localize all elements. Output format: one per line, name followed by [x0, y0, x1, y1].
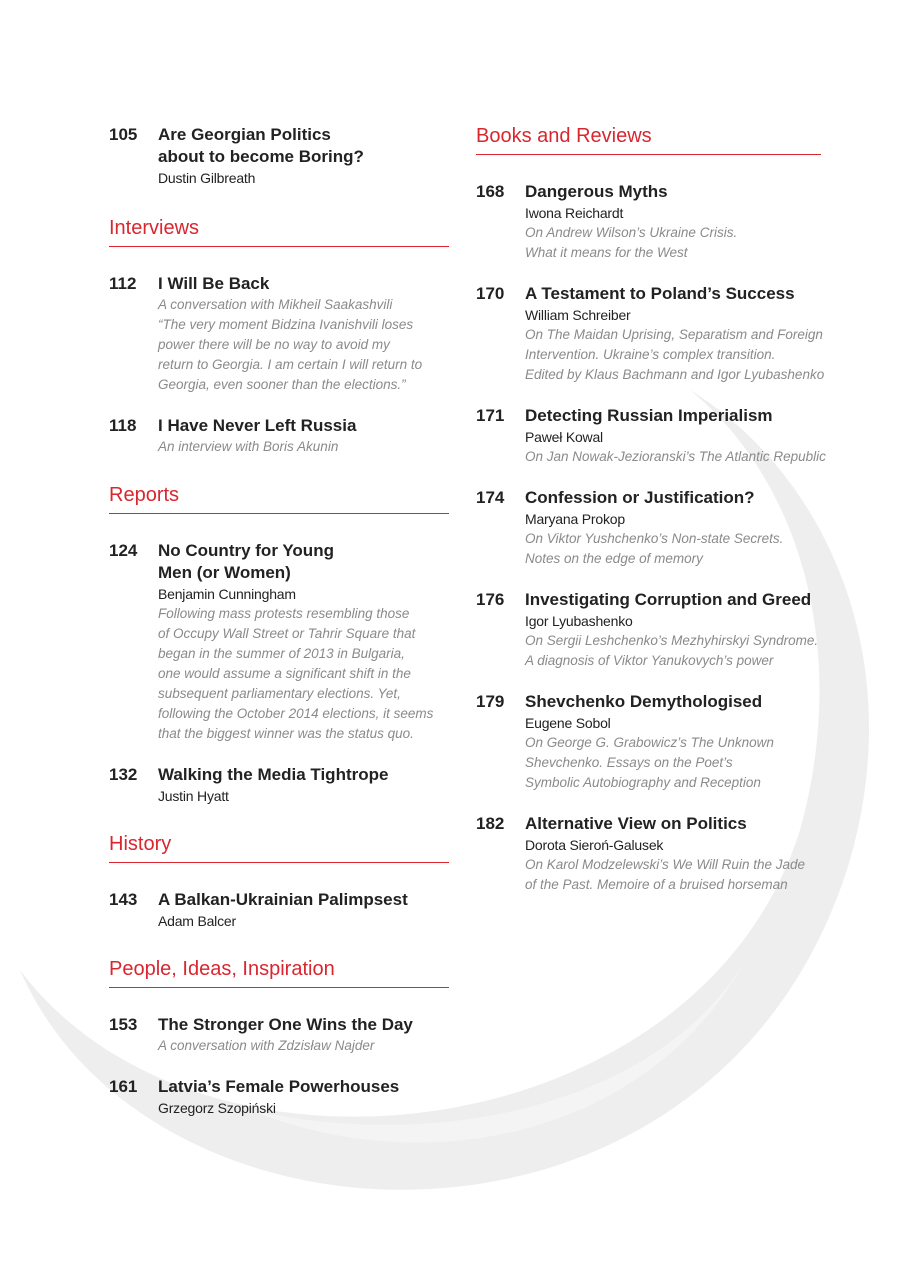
- article-title: Investigating Corruption and Greed: [525, 590, 812, 609]
- section-heading: Reports: [109, 483, 449, 514]
- page-number: 174: [476, 488, 505, 507]
- article-title: Detecting Russian Imperialism: [525, 406, 773, 425]
- article-description: On Karol Modzelewski’s We Will Ruin the Jade of the Past. Memoire of a bruised horseman: [525, 857, 805, 892]
- page-number: 132: [109, 765, 138, 784]
- page-number: 161: [109, 1077, 138, 1096]
- page-number: 182: [476, 814, 505, 833]
- title-line: about to become Boring?: [158, 147, 364, 166]
- toc-entry[interactable]: [476, 405, 826, 467]
- author: William Schreiber: [525, 307, 631, 323]
- section-history: [109, 832, 449, 931]
- page-number: 153: [109, 1015, 138, 1034]
- article-description: A conversation with Mikheil Saakashvili “The very moment Bidzina Ivanishvili loses power there will be no way to avoid my return to Georgia. I am certain I will return to Georgia, even sooner than the elections.”: [158, 297, 423, 392]
- section-heading: People, Ideas, Inspiration: [109, 957, 449, 988]
- article-title: A Testament to Poland’s Success: [525, 284, 795, 303]
- toc-entry[interactable]: [109, 1076, 449, 1118]
- toc-entry[interactable]: [476, 283, 825, 385]
- author: Adam Balcer: [158, 913, 236, 929]
- toc-entry[interactable]: [476, 813, 821, 895]
- toc-entry[interactable]: [109, 415, 449, 457]
- author: Justin Hyatt: [158, 788, 229, 804]
- author: Benjamin Cunningham: [158, 586, 296, 602]
- author: Grzegorz Szopiński: [158, 1100, 276, 1116]
- left-column: [109, 124, 449, 1138]
- toc-entry[interactable]: [476, 487, 821, 569]
- toc-entry[interactable]: [109, 1014, 449, 1056]
- section-interviews: [109, 216, 449, 457]
- article-title: [158, 124, 449, 168]
- article-description: On George G. Grabowicz’s The Unknown Shevchenko. Essays on the Poet’s Symbolic Autobiography and Reception: [525, 735, 774, 790]
- page-number: 171: [476, 406, 505, 425]
- article-title: The Stronger One Wins the Day: [158, 1015, 413, 1034]
- article-title: Alternative View on Politics: [525, 814, 747, 833]
- article-title: Shevchenko Demythologised: [525, 692, 763, 711]
- toc-entry[interactable]: [109, 889, 449, 931]
- article-title: Confession or Justification?: [525, 488, 755, 507]
- section-heading: Books and Reviews: [476, 124, 821, 155]
- author: Dorota Sieroń-Galusek: [525, 837, 664, 853]
- toc-entry[interactable]: [109, 124, 449, 188]
- toc-entry[interactable]: [476, 691, 821, 793]
- author: Iwona Reichardt: [525, 205, 624, 221]
- page-number: 124: [109, 541, 138, 560]
- section-heading: Interviews: [109, 216, 449, 247]
- toc-entry[interactable]: [476, 181, 821, 263]
- toc-entry[interactable]: [109, 540, 449, 744]
- right-column: [476, 124, 826, 915]
- article-description: On Andrew Wilson’s Ukraine Crisis. What it means for the West: [525, 225, 738, 260]
- article-description: On Sergii Leshchenko’s Mezhyhirskyi Syndrome. A diagnosis of Viktor Yanukovych’s power: [525, 633, 819, 668]
- author: Eugene Sobol: [525, 715, 611, 731]
- article-description: On Viktor Yushchenko’s Non-state Secrets. Notes on the edge of memory: [525, 531, 784, 566]
- page-number: 105: [109, 125, 138, 144]
- page-number: 143: [109, 890, 138, 909]
- author: Paweł Kowal: [525, 429, 603, 445]
- article-title: I Will Be Back: [158, 274, 270, 293]
- page-number: 112: [109, 274, 137, 293]
- article-title: Dangerous Myths: [525, 182, 668, 201]
- page-number: 179: [476, 692, 505, 711]
- section-people-ideas-inspiration: [109, 957, 449, 1118]
- article-title: Walking the Media Tightrope: [158, 765, 389, 784]
- page-number: 118: [109, 416, 137, 435]
- title-line: Are Georgian Politics: [158, 125, 331, 144]
- toc-entry[interactable]: [476, 589, 821, 671]
- author: Igor Lyubashenko: [525, 613, 633, 629]
- author: Maryana Prokop: [525, 511, 625, 527]
- article-description: A conversation with Zdzisław Najder: [158, 1038, 375, 1053]
- article-description: Following mass protests resembling those of Occupy Wall Street or Tahrir Square that began in the summer of 2013 in Bulgaria, one would assume a significant shift in the subsequent parliamentary elections. Yet, following the October 2014 elections, it seems that the biggest winner was the status quo.: [158, 606, 434, 741]
- article-description: On Jan Nowak-Jezioranski’s The Atlantic Republic: [525, 449, 826, 464]
- page-number: 168: [476, 182, 505, 201]
- page-number: 176: [476, 590, 505, 609]
- section-heading: History: [109, 832, 449, 863]
- author: Dustin Gilbreath: [158, 170, 256, 186]
- article-title: I Have Never Left Russia: [158, 416, 357, 435]
- article-description: On The Maidan Uprising, Separatism and Foreign Intervention. Ukraine’s complex transition. Edited by Klaus Bachmann and Igor Lyubashenko: [525, 327, 825, 382]
- page-number: 170: [476, 284, 505, 303]
- article-title: A Balkan-Ukrainian Palimpsest: [158, 890, 408, 909]
- toc-entry[interactable]: [109, 764, 449, 806]
- article-title: No Country for Young Men (or Women): [158, 541, 334, 582]
- article-title: Latvia’s Female Powerhouses: [158, 1077, 400, 1096]
- section-reports: [109, 483, 449, 806]
- article-description: An interview with Boris Akunin: [158, 439, 339, 454]
- toc-entry[interactable]: [109, 273, 449, 395]
